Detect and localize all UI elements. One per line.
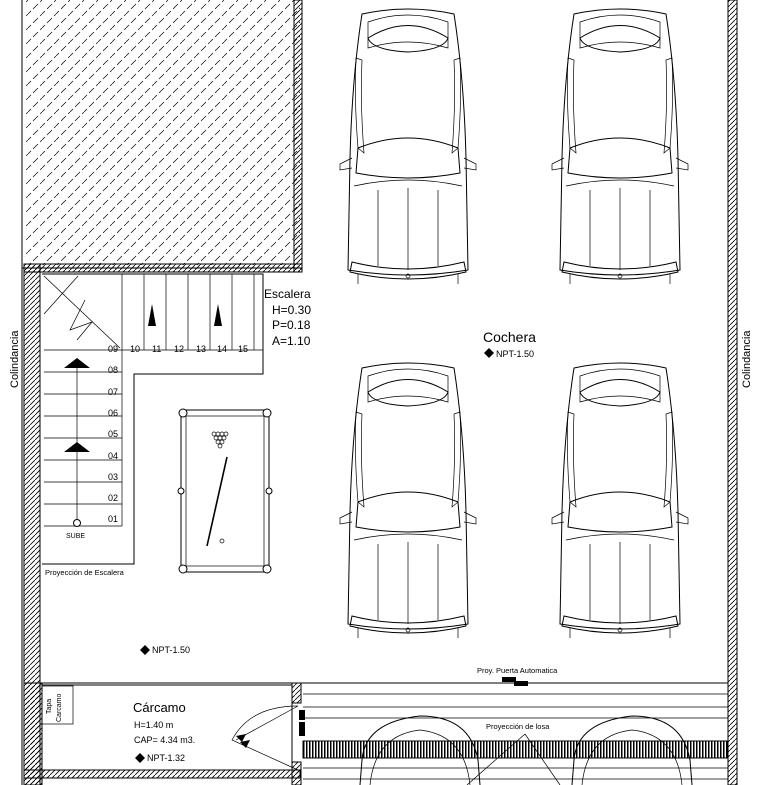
step-number: 07 (108, 387, 119, 397)
level-marker-icon (135, 753, 145, 763)
hatched-area (24, 0, 300, 265)
car-middle-right (552, 363, 688, 638)
colindancia-right-label: Colindancia (741, 330, 753, 388)
level-marker-icon (140, 645, 150, 655)
car-middle-left (340, 363, 476, 638)
step-number: 14 (217, 344, 228, 354)
carcamo-h: H=1.40 m (134, 720, 174, 730)
npt-carcamo-label: NPT-1.32 (147, 753, 186, 763)
step-number: 05 (108, 429, 119, 439)
stair-projection-label: Proyección de Escalera (45, 568, 124, 577)
step-number: 11 (152, 344, 162, 354)
step-number: 12 (174, 344, 185, 354)
cochera-title: Cochera (483, 329, 536, 345)
tapa-label-1: Tapa (46, 698, 53, 714)
carcamo-title: Cárcamo (133, 700, 186, 715)
tapa-label-2: Carcamo (56, 693, 63, 722)
step-number: 04 (108, 451, 119, 461)
wall-right (728, 0, 737, 785)
step-number: 09 (108, 344, 119, 354)
garage-gate (299, 677, 728, 785)
step-number: 08 (108, 365, 119, 375)
step-number: 15 (238, 344, 249, 354)
carcamo-cap: CAP= 4.34 m3. (134, 735, 196, 745)
carcamo-room (24, 683, 301, 785)
escalera-a: A=1.10 (272, 334, 311, 348)
wall-hatched-area-right (294, 0, 302, 272)
pool-table (178, 409, 272, 573)
level-marker-icon (484, 348, 494, 358)
escalera-h: H=0.30 (272, 303, 312, 317)
sube-label: SUBE (66, 533, 86, 540)
npt-cochera-label: NPT-1.50 (496, 349, 535, 359)
escalera-title: Escalera (264, 287, 311, 301)
step-number: 02 (108, 493, 119, 503)
car-top-right (552, 9, 688, 284)
proyeccion-losa-label: Proyección de losa (486, 722, 550, 731)
step-number: 06 (108, 408, 119, 418)
car-top-left (340, 9, 476, 284)
proy-puerta-label: Proy. Puerta Automatica (477, 666, 558, 675)
wall-hatched-area-bottom (24, 264, 302, 272)
staircase (42, 274, 263, 564)
step-number: 01 (108, 514, 119, 524)
colindancia-left-label: Colindancia (9, 330, 21, 388)
step-number: 13 (196, 344, 207, 354)
step-number: 10 (130, 344, 141, 354)
escalera-p: P=0.18 (272, 318, 311, 332)
npt-left-label: NPT-1.50 (152, 645, 191, 655)
step-number: 03 (108, 472, 119, 482)
